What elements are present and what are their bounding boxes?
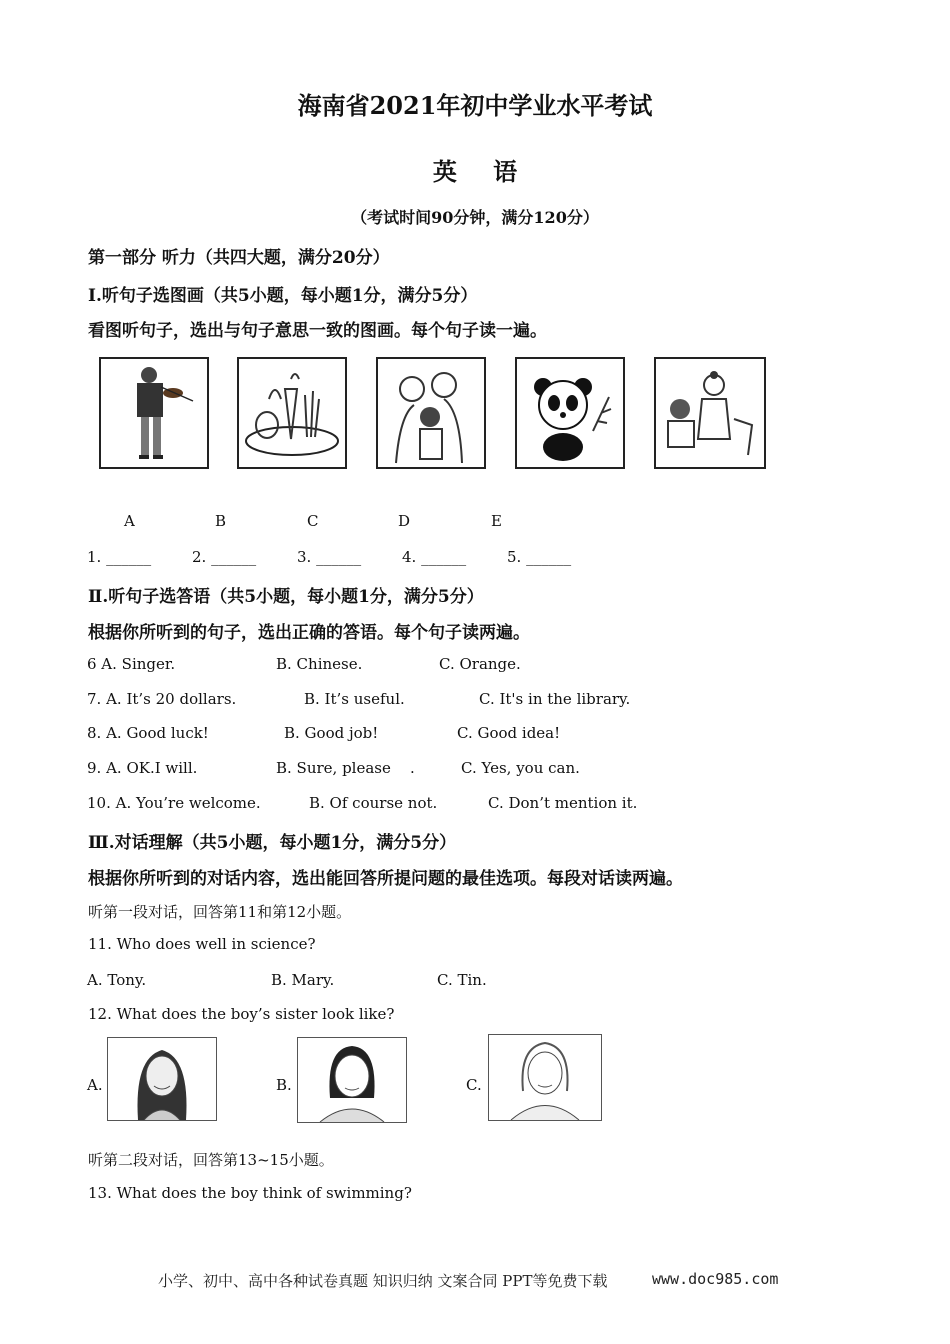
violinist-illustration	[101, 359, 207, 467]
q10-option-c: C. Don’t mention it.	[488, 794, 638, 812]
exam-info: （考试时间90分钟，满分120分）	[351, 208, 599, 227]
dialog2-note: 听第二段对话，回答第13~15小题。	[88, 1151, 334, 1169]
q12-picture-b	[297, 1037, 407, 1123]
dentist-illustration	[656, 359, 764, 467]
q8-option-a: 8. A. Good luck!	[87, 724, 209, 742]
answer-blank: 4. ______	[402, 548, 467, 566]
q10-option-b: B. Of course not.	[309, 794, 438, 812]
q12-picture-a	[107, 1037, 217, 1121]
picture-letter: B	[215, 512, 227, 530]
q12-label-c: C.	[466, 1076, 482, 1094]
q12-text: 12. What does the boy’s sister look like?	[88, 1005, 395, 1023]
q9-option-b: B. Sure, please .	[276, 759, 415, 777]
q7-option-c: C. It's in the library.	[479, 690, 631, 708]
answer-blank: 1. ______	[87, 548, 152, 566]
answer-blank: 5. ______	[507, 548, 572, 566]
q13-text: 13. What does the boy think of swimming?	[88, 1184, 412, 1202]
section3-instruction: 根据你所听到的对话内容，选出能回答所提问题的最佳选项。每段对话读两遍。	[88, 869, 683, 889]
dialog1-note: 听第一段对话，回答第11和第12小题。	[88, 903, 352, 921]
picture-d	[515, 357, 625, 469]
q9-option-a: 9. A. OK.I will.	[87, 759, 198, 777]
short-light-hair-girl-illustration	[489, 1035, 601, 1120]
vegetables-illustration	[239, 359, 345, 467]
q10-option-a: 10. A. You’re welcome.	[87, 794, 261, 812]
q11-option-a: A. Tony.	[87, 971, 147, 989]
picture-e	[654, 357, 766, 469]
section2-instruction: 根据你所听到的句子，选出正确的答语。每个句子读两遍。	[88, 623, 530, 643]
picture-b	[237, 357, 347, 469]
picture-letter: C	[307, 512, 319, 530]
section2-heading: Ⅱ.听句子选答语（共5小题，每小题1分，满分5分）	[88, 587, 484, 607]
part1-heading: 第一部分 听力（共四大题，满分20分）	[88, 248, 390, 268]
q9-option-c: C. Yes, you can.	[461, 759, 580, 777]
q6-option-b: B. Chinese.	[276, 655, 363, 673]
family-illustration	[378, 359, 484, 467]
q12-label-b: B.	[276, 1076, 292, 1094]
subject-title: 英 语	[432, 157, 532, 186]
q8-option-b: B. Good job!	[284, 724, 379, 742]
picture-c	[376, 357, 486, 469]
footer-url-text[interactable]: www.doc985.com	[652, 1270, 779, 1288]
q11-option-b: B. Mary.	[271, 971, 335, 989]
footer-text: 小学、初中、高中各种试卷真题 知识归纳 文案合同 PPT等免费下载	[158, 1272, 608, 1290]
section1-heading: Ⅰ.听句子选图画（共5小题，每小题1分，满分5分）	[88, 286, 478, 306]
q8-option-c: C. Good idea!	[457, 724, 561, 742]
exam-title: 海南省2021年初中学业水平考试	[297, 91, 653, 120]
picture-a	[99, 357, 209, 469]
q6-option-a: 6 A. Singer.	[87, 655, 176, 673]
answer-blank: 2. ______	[192, 548, 257, 566]
q11-text: 11. Who does well in science?	[88, 935, 316, 953]
q7-option-a: 7. A. It’s 20 dollars.	[87, 690, 237, 708]
section3-heading: Ⅲ.对话理解（共5小题，每小题1分，满分5分）	[88, 833, 457, 853]
short-dark-hair-girl-illustration	[298, 1038, 406, 1122]
q11-option-c: C. Tin.	[437, 971, 487, 989]
long-dark-hair-girl-illustration	[108, 1038, 216, 1120]
picture-letter: A	[124, 512, 135, 530]
picture-letter: D	[398, 512, 411, 530]
panda-illustration	[517, 359, 623, 467]
q6-option-c: C. Orange.	[439, 655, 521, 673]
q12-label-a: A.	[87, 1076, 103, 1094]
q7-option-b: B. It’s useful.	[304, 690, 405, 708]
footer-url[interactable]	[652, 1270, 778, 1288]
q12-picture-c	[488, 1034, 602, 1121]
answer-blank: 3. ______	[297, 548, 362, 566]
section1-instruction: 看图听句子，选出与句子意思一致的图画。每个句子读一遍。	[88, 321, 547, 341]
picture-letter: E	[491, 512, 502, 530]
